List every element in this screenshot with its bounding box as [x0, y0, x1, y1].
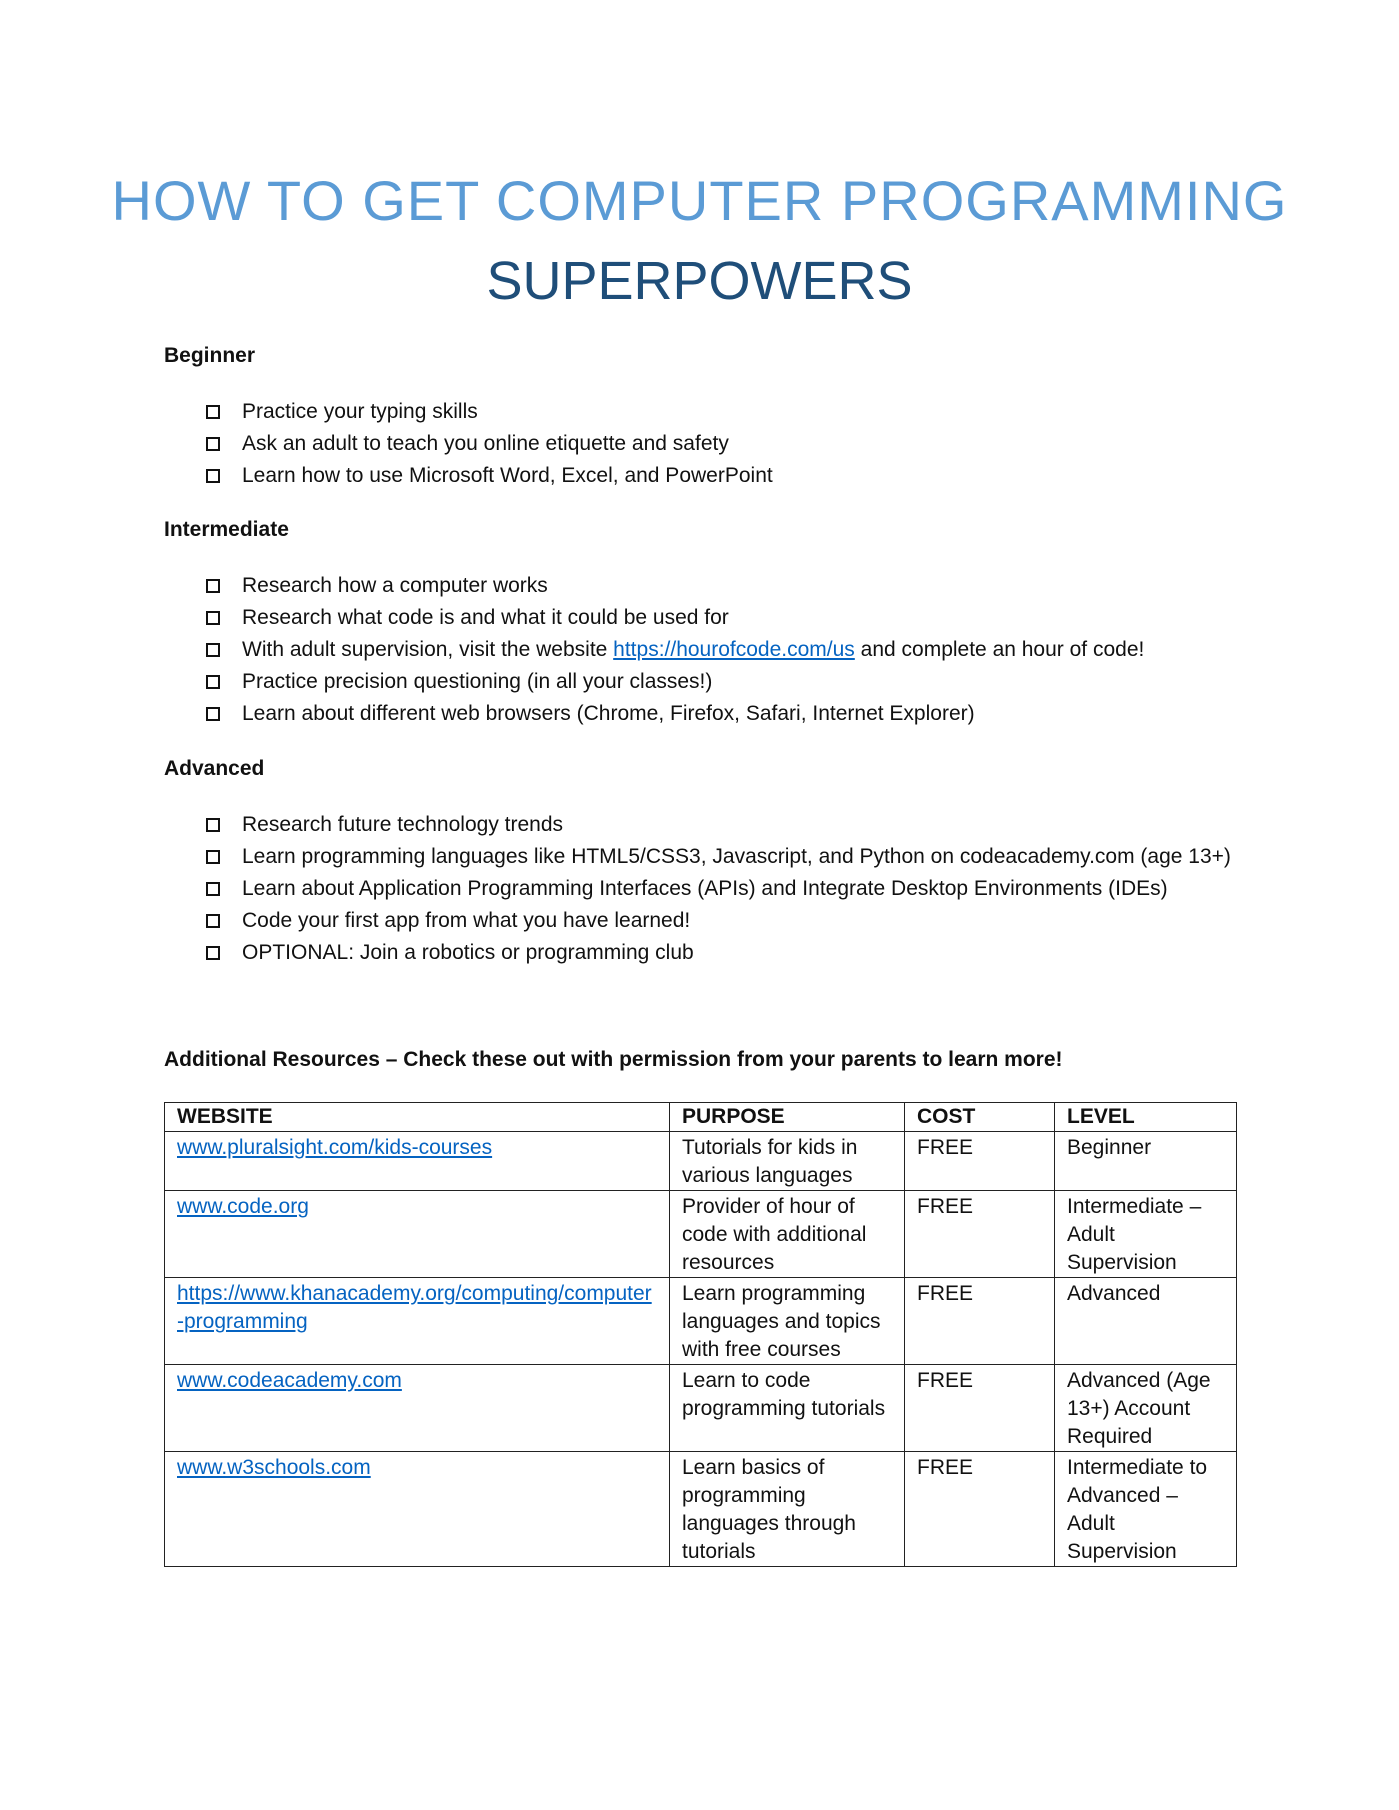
purpose-cell: Tutorials for kids in various languages — [670, 1132, 905, 1191]
column-header-purpose: PURPOSE — [670, 1103, 905, 1132]
checklist-item — [206, 905, 1231, 937]
checkbox[interactable] — [206, 611, 220, 625]
column-header-cost: COST — [905, 1103, 1055, 1132]
table-row — [165, 1452, 1237, 1567]
level-cell: Intermediate – Adult Supervision — [1055, 1191, 1237, 1278]
website-link[interactable]: www.w3schools.com — [177, 1456, 371, 1479]
website-cell — [165, 1278, 670, 1365]
advanced-checklist — [206, 809, 1231, 969]
column-header-website: WEBSITE — [165, 1103, 670, 1132]
checklist-item-label: Research what code is and what it could be used for — [242, 606, 729, 629]
checkbox[interactable] — [206, 579, 220, 593]
checkbox[interactable] — [206, 675, 220, 689]
cost-cell: FREE — [905, 1365, 1055, 1452]
checklist-item-label: Practice precision questioning (in all your classes!) — [242, 670, 713, 693]
column-header-level: LEVEL — [1055, 1103, 1237, 1132]
checklist-item-text: With adult supervision, visit the website — [242, 638, 614, 661]
table-row — [165, 1191, 1237, 1278]
checklist-item-label: Practice your typing skills — [242, 400, 478, 423]
checklist-item-label: Learn programming languages like HTML5/CSS3, Javascript, and Python on codeacademy.com (age 13+) — [242, 845, 1231, 868]
level-cell: Beginner — [1055, 1132, 1237, 1191]
hourofcode-link[interactable]: https://hourofcode.com/us — [613, 638, 855, 661]
checkbox[interactable] — [206, 405, 220, 419]
checklist-item-label — [242, 638, 1144, 662]
checklist-item — [206, 570, 1144, 602]
advanced-heading: Advanced — [164, 757, 265, 780]
checklist-item-label: Learn how to use Microsoft Word, Excel, and PowerPoint — [242, 464, 773, 487]
checkbox[interactable] — [206, 707, 220, 721]
checkbox[interactable] — [206, 643, 220, 657]
table-row — [165, 1365, 1237, 1452]
intermediate-heading: Intermediate — [164, 518, 289, 541]
checkbox[interactable] — [206, 914, 220, 928]
website-link[interactable]: www.codeacademy.com — [177, 1369, 402, 1392]
checkbox[interactable] — [206, 850, 220, 864]
checklist-item — [206, 698, 1144, 730]
level-cell: Advanced — [1055, 1278, 1237, 1365]
table-row — [165, 1278, 1237, 1365]
checkbox[interactable] — [206, 469, 220, 483]
checklist-item — [206, 809, 1231, 841]
website-link[interactable]: www.code.org — [177, 1195, 309, 1218]
checklist-item — [206, 634, 1144, 666]
level-cell: Advanced (Age 13+) Account Required — [1055, 1365, 1237, 1452]
cost-cell: FREE — [905, 1191, 1055, 1278]
checklist-item — [206, 396, 773, 428]
checkbox[interactable] — [206, 818, 220, 832]
cost-cell: FREE — [905, 1278, 1055, 1365]
checklist-item-label: Learn about different web browsers (Chrome, Firefox, Safari, Internet Explorer) — [242, 702, 975, 725]
checklist-item — [206, 937, 1231, 969]
website-cell — [165, 1365, 670, 1452]
checkbox[interactable] — [206, 882, 220, 896]
website-link[interactable]: www.pluralsight.com/kids-courses — [177, 1136, 493, 1159]
table-row — [165, 1132, 1237, 1191]
website-link[interactable]: https://www.khanacademy.org/computing/computer-programming — [177, 1282, 652, 1333]
checklist-item-label: Code your first app from what you have learned! — [242, 909, 691, 932]
website-cell — [165, 1191, 670, 1278]
level-cell: Intermediate to Advanced – Adult Supervision — [1055, 1452, 1237, 1567]
purpose-cell: Learn basics of programming languages through tutorials — [670, 1452, 905, 1567]
website-cell — [165, 1452, 670, 1567]
checklist-item-label: OPTIONAL: Join a robotics or programming club — [242, 941, 694, 964]
checklist-item — [206, 428, 773, 460]
checklist-item-label: Ask an adult to teach you online etiquette and safety — [242, 432, 729, 455]
cost-cell: FREE — [905, 1452, 1055, 1567]
table-header-row — [165, 1103, 1237, 1132]
beginner-checklist — [206, 396, 773, 492]
purpose-cell: Learn programming languages and topics with free courses — [670, 1278, 905, 1365]
checklist-item-label: Learn about Application Programming Interfaces (APIs) and Integrate Desktop Environments (IDEs) — [242, 877, 1168, 900]
checklist-item — [206, 460, 773, 492]
page-title-line2: SUPERPOWERS — [486, 251, 913, 311]
checklist-item-label: Research future technology trends — [242, 813, 564, 836]
website-cell — [165, 1132, 670, 1191]
checklist-item-label: Research how a computer works — [242, 574, 548, 597]
resources-table — [164, 1102, 1237, 1567]
checklist-item — [206, 666, 1144, 698]
page-title-line1: HOW TO GET COMPUTER PROGRAMMING — [111, 169, 1288, 232]
checkbox[interactable] — [206, 437, 220, 451]
purpose-cell: Learn to code programming tutorials — [670, 1365, 905, 1452]
checklist-item — [206, 602, 1144, 634]
purpose-cell: Provider of hour of code with additional resources — [670, 1191, 905, 1278]
checkbox[interactable] — [206, 946, 220, 960]
checklist-item — [206, 841, 1231, 873]
beginner-heading: Beginner — [164, 344, 256, 367]
cost-cell: FREE — [905, 1132, 1055, 1191]
checklist-item — [206, 873, 1231, 905]
resources-heading: Additional Resources – Check these out with permission from your parents to learn more! — [164, 1048, 1063, 1071]
checklist-item-text: and complete an hour of code! — [854, 638, 1145, 661]
intermediate-checklist — [206, 570, 1144, 730]
